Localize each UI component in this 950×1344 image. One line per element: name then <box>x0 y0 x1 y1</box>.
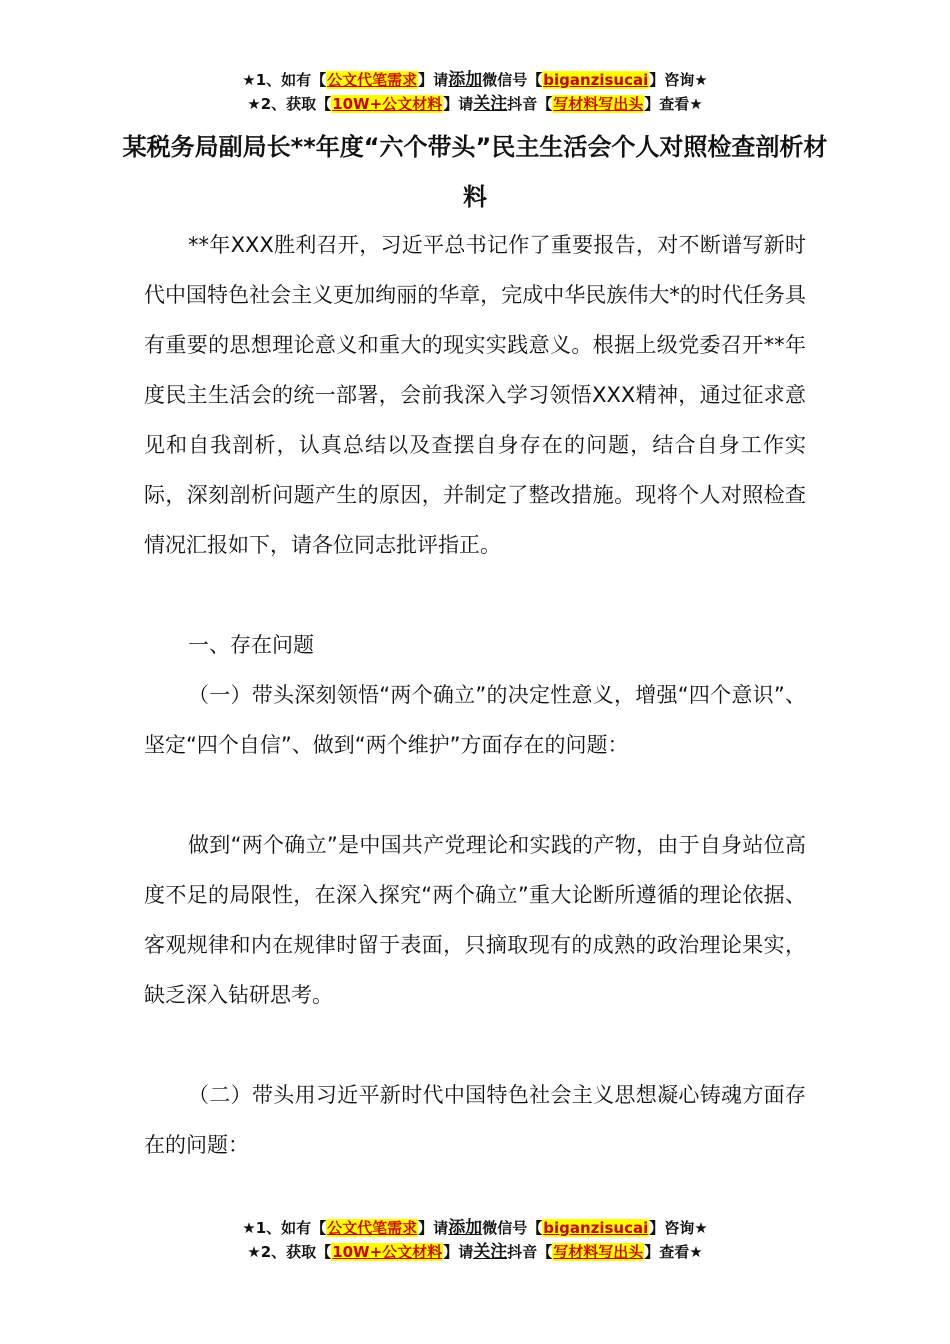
promo-wechat-id: biganzisucai <box>543 1219 649 1237</box>
promo-emphasis: 关注 <box>473 94 508 114</box>
promo-text: 微信号【 <box>482 1219 543 1237</box>
promo-highlight: 公文代笔需求 <box>327 1219 418 1237</box>
promo-suffix: 】查看★ <box>644 95 703 113</box>
intro-paragraph: **年XXX胜利召开，习近平总书记作了重要报告，对不断谱写新时代中国特色社会主义更加绚丽的华章，完成中华民族伟大*的时代任务具有重要的思想理论意义和重大的现实实践意义。根据上级党委召开**年度民主生活会的统一部署，会前我深入学习领悟XXX精神，通过征求意见和自我剖析，认真总结以及查摆自身存在的问题，结合自身工作实际，深刻剖析问题产生的原因，并制定了整改措施。现将个人对照检查情况汇报如下，请各位同志批评指正。 <box>144 233 807 557</box>
promo-text: 】请 <box>443 1243 474 1261</box>
promo-text: 】请 <box>418 1219 449 1237</box>
promo-highlight: 10W+公文材料 <box>332 95 443 113</box>
promo-text: 抖音【 <box>507 1243 553 1261</box>
paragraph-spacer <box>144 1020 806 1070</box>
promo-suffix: 】咨询★ <box>649 71 708 89</box>
document-title: 某税务局副局长**年度“六个带头”民主生活会个人对照检查剖析材料 <box>122 133 828 211</box>
body-paragraph: 做到“两个确立”是中国共产党理论和实践的产物，由于自身站位高度不足的局限性，在深入探究“两个确立”重大论断所遵循的理论依据、客观规律和内在规律时留于表面，只摘取现有的成熟的政治理论果实，缺乏深入钻研思考。 <box>144 833 806 1007</box>
promo-douyin-id: 写材料写出头 <box>553 1243 644 1261</box>
promo-line-1 <box>0 1216 950 1240</box>
promo-douyin-id: 写材料写出头 <box>553 95 644 113</box>
promo-emphasis: 添加 <box>448 70 483 90</box>
promo-suffix: 】咨询★ <box>649 1219 708 1237</box>
promo-line-2 <box>0 1240 950 1264</box>
section-heading: 一、存在问题 <box>188 633 314 657</box>
paragraph-spacer <box>144 770 806 820</box>
promo-text: 】请 <box>443 95 474 113</box>
promo-suffix: 】查看★ <box>644 1243 703 1261</box>
promo-text: 微信号【 <box>482 71 543 89</box>
promo-highlight: 公文代笔需求 <box>327 71 418 89</box>
promo-line-1 <box>0 68 950 92</box>
promo-banner-top <box>0 68 950 116</box>
paragraph-spacer <box>144 570 806 620</box>
promo-prefix: ★2、获取【 <box>247 95 332 113</box>
promo-prefix: ★1、如有【 <box>242 71 327 89</box>
subsection-heading: （二）带头用习近平新时代中国特色社会主义思想凝心铸魂方面存在的问题： <box>144 1083 806 1157</box>
promo-emphasis: 关注 <box>473 1242 508 1262</box>
promo-banner-bottom <box>0 1216 950 1264</box>
subsection-heading: （一）带头深刻领悟“两个确立”的决定性意义，增强“四个意识”、坚定“四个自信”、做到“两个维护”方面存在的问题： <box>144 683 806 757</box>
promo-prefix: ★2、获取【 <box>247 1243 332 1261</box>
promo-highlight: 10W+公文材料 <box>332 1243 443 1261</box>
promo-text: 】请 <box>418 71 449 89</box>
promo-line-2 <box>0 92 950 116</box>
promo-emphasis: 添加 <box>448 1218 483 1238</box>
document-body <box>144 220 806 1170</box>
promo-prefix: ★1、如有【 <box>242 1219 327 1237</box>
promo-text: 抖音【 <box>507 95 553 113</box>
promo-wechat-id: biganzisucai <box>543 71 649 89</box>
